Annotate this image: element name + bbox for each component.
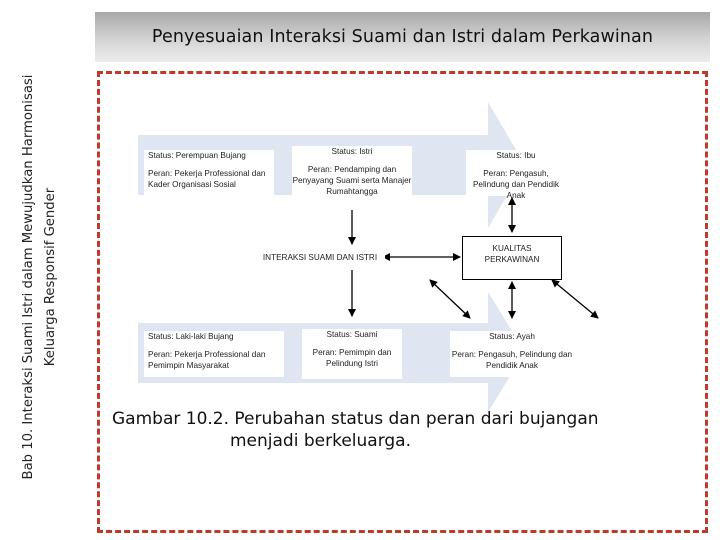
- connector-kualitas-right-down: [552, 280, 598, 318]
- status-box-laki-laki-bujang: [144, 331, 284, 377]
- slide-title: Penyesuaian Interaksi Suami dan Istri dalam Perkawinan: [151, 27, 654, 47]
- status-text: Status: Ayah: [489, 332, 535, 341]
- status-box-suami: [302, 329, 402, 379]
- chapter-label-line-1: Bab 10. Interaksi Suami Istri dalam Mewujudkan Harmonisasi: [21, 74, 36, 480]
- peran-text: Peran: Pekerja Professional dan Pemimpin Masyarakat: [148, 350, 266, 370]
- kualitas-perkawinan-box: [462, 236, 562, 280]
- status-box-ibu: [466, 150, 566, 200]
- status-text: Status: Istri: [331, 147, 373, 156]
- status-text: Status: Suami: [326, 330, 378, 339]
- interaksi-label: INTERAKSI SUAMI DAN ISTRI: [262, 253, 378, 262]
- status-box-perempuan-bujang: [144, 150, 274, 196]
- peran-text: Peran: Pengasuh, Pelindung dan Pendidik Anak: [472, 169, 560, 200]
- caption-line-2: menjadi berkeluarga.: [230, 431, 412, 451]
- figure-caption: [112, 408, 708, 452]
- connector-kualitas-left-down: [430, 280, 470, 318]
- kualitas-label: KUALITAS PERKAWINAN: [484, 244, 540, 264]
- peran-text: Peran: Pemimpin dan Pelindung Istri: [312, 348, 392, 368]
- peran-text: Peran: Pekerja Professional dan Kader Organisasi Sosial: [148, 169, 266, 189]
- status-text: Status: Ibu: [496, 151, 536, 160]
- interaksi-suami-istri-box: [255, 247, 385, 269]
- status-text: Status: Perempuan Bujang: [148, 151, 246, 160]
- status-box-istri: [292, 146, 412, 206]
- peran-text: Peran: Pendamping dan Penyayang Suami serta Manajer Rumahtangga: [292, 165, 412, 196]
- peran-text: Peran: Pengasuh, Pelindung dan Pendidik Anak: [451, 350, 573, 370]
- status-box-ayah: [450, 331, 574, 377]
- chapter-label-line-2: Keluarga Responsif Gender: [43, 187, 58, 367]
- caption-line-1: Gambar 10.2. Perubahan status dan peran dari bujangan: [112, 409, 599, 429]
- status-text: Status: Laki-laki Bujang: [148, 332, 234, 341]
